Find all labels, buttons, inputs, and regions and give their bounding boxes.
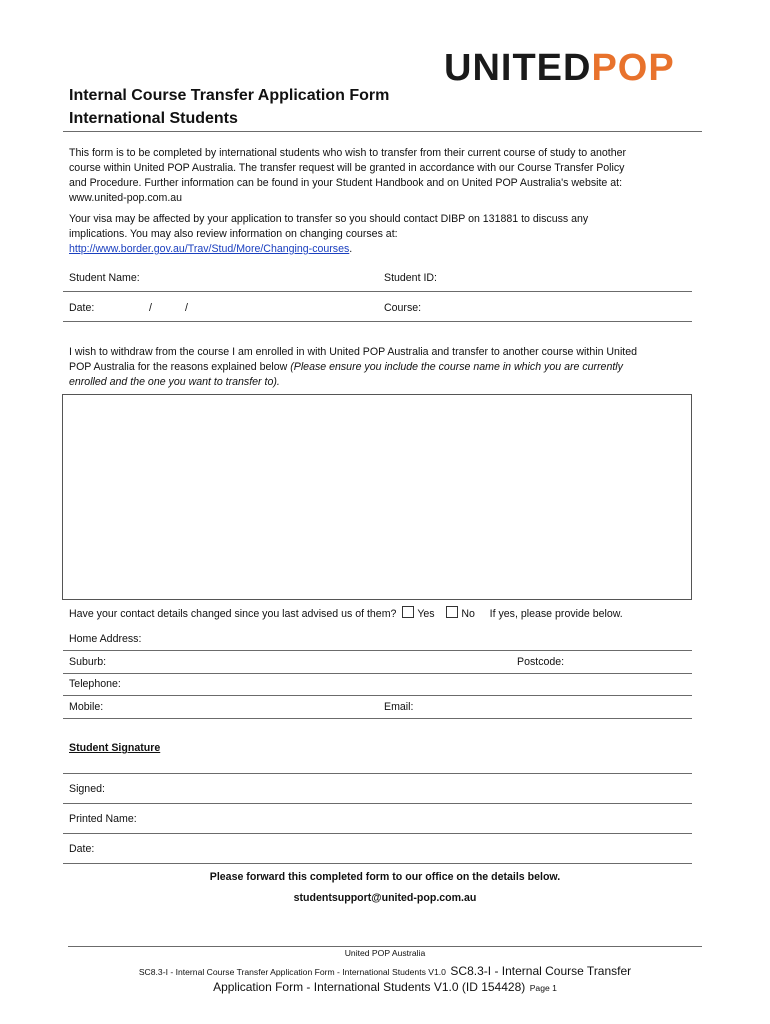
signed-label: Signed:	[69, 783, 105, 795]
student-name-line[interactable]	[63, 291, 692, 292]
contact-changed-row	[69, 606, 623, 621]
yes-checkbox[interactable]	[402, 606, 414, 618]
no-label: No	[461, 608, 475, 620]
title-divider	[63, 131, 702, 132]
support-email[interactable]: studentsupport@united-pop.com.au	[293, 892, 477, 904]
intro-line: This form is to be completed by international students who wish to transfer from their current course of study to another	[69, 147, 627, 159]
footer-doc-big: Application Form - International Students V1.0 (ID 154428)	[213, 980, 526, 994]
withdraw-line: I wish to withdraw from the course I am enrolled in with United POP Australia and transfer to another course within United	[69, 346, 638, 358]
link-suffix: .	[349, 243, 353, 255]
withdraw-line: POP Australia for the reasons explained below	[69, 361, 291, 373]
forward-instruction: Please forward this completed form to our office on the details below.	[209, 871, 561, 883]
footer-doc-row2	[0, 978, 770, 996]
logo-pop-text: POP	[591, 47, 675, 89]
date-separator: /	[149, 302, 152, 314]
united-pop-logo	[444, 48, 675, 88]
intro-paragraph	[69, 146, 709, 206]
changing-courses-link[interactable]: http://www.border.gov.au/Trav/Stud/More/Changing-courses	[69, 243, 350, 255]
withdraw-paragraph	[69, 345, 709, 390]
email-label: Email:	[384, 701, 414, 713]
reasons-textbox[interactable]	[62, 394, 692, 600]
yes-label: Yes	[417, 608, 435, 620]
intro-website: www.united-pop.com.au	[69, 192, 183, 204]
withdraw-instruction: (Please ensure you include the course name in which you are currently	[290, 361, 623, 373]
student-id-label: Student ID:	[384, 272, 437, 284]
student-name-label: Student Name:	[69, 272, 140, 284]
form-subtitle: International Students	[69, 110, 238, 127]
contact-followup: If yes, please provide below.	[489, 608, 623, 620]
telephone-line[interactable]	[63, 695, 692, 696]
visa-line: Your visa may be affected by your application to transfer so you should contact DIBP on 131881 to discuss any	[69, 213, 589, 225]
intro-line: course within United POP Australia. The transfer request will be granted in accordance with our Course Transfer Policy	[69, 162, 625, 174]
signature-date-label: Date:	[69, 843, 95, 855]
footer-divider	[68, 946, 702, 947]
mobile-email-line[interactable]	[63, 718, 692, 719]
form-title: Internal Course Transfer Application Form	[69, 87, 390, 104]
date-label: Date:	[69, 302, 95, 314]
footer-org: United POP Australia	[344, 948, 426, 958]
withdraw-instruction: enrolled and the one you want to transfer to).	[69, 376, 280, 388]
footer-doc-big: SC8.3-I - Internal Course Transfer	[450, 964, 632, 978]
footer-page-number: Page 1	[529, 983, 557, 993]
signature-heading: Student Signature	[69, 742, 161, 754]
footer-doc-small: SC8.3-I - Internal Course Transfer Application Form - International Students V1.0	[138, 967, 446, 977]
course-label: Course:	[384, 302, 422, 314]
intro-line: and Procedure. Further information can be found in your Student Handbook and on United POP Australia's website at:	[69, 177, 623, 189]
visa-paragraph	[69, 212, 709, 257]
signature-date-line[interactable]	[63, 863, 692, 864]
printed-name-label: Printed Name:	[69, 813, 137, 825]
postcode-label: Postcode:	[517, 656, 565, 668]
home-address-label: Home Address:	[69, 633, 142, 645]
home-address-line[interactable]	[63, 650, 692, 651]
logo-united-text: UNITED	[444, 47, 592, 89]
no-checkbox[interactable]	[446, 606, 458, 618]
printed-name-line[interactable]	[63, 833, 692, 834]
suburb-line[interactable]	[63, 673, 692, 674]
signature-top-line	[63, 773, 692, 774]
signed-line[interactable]	[63, 803, 692, 804]
mobile-label: Mobile:	[69, 701, 104, 713]
date-separator: /	[185, 302, 188, 314]
suburb-label: Suburb:	[69, 656, 107, 668]
telephone-label: Telephone:	[69, 678, 121, 690]
date-course-line[interactable]	[63, 321, 692, 322]
visa-line: implications. You may also review information on changing courses at:	[69, 228, 398, 240]
contact-changed-question: Have your contact details changed since you last advised us of them?	[69, 608, 397, 620]
